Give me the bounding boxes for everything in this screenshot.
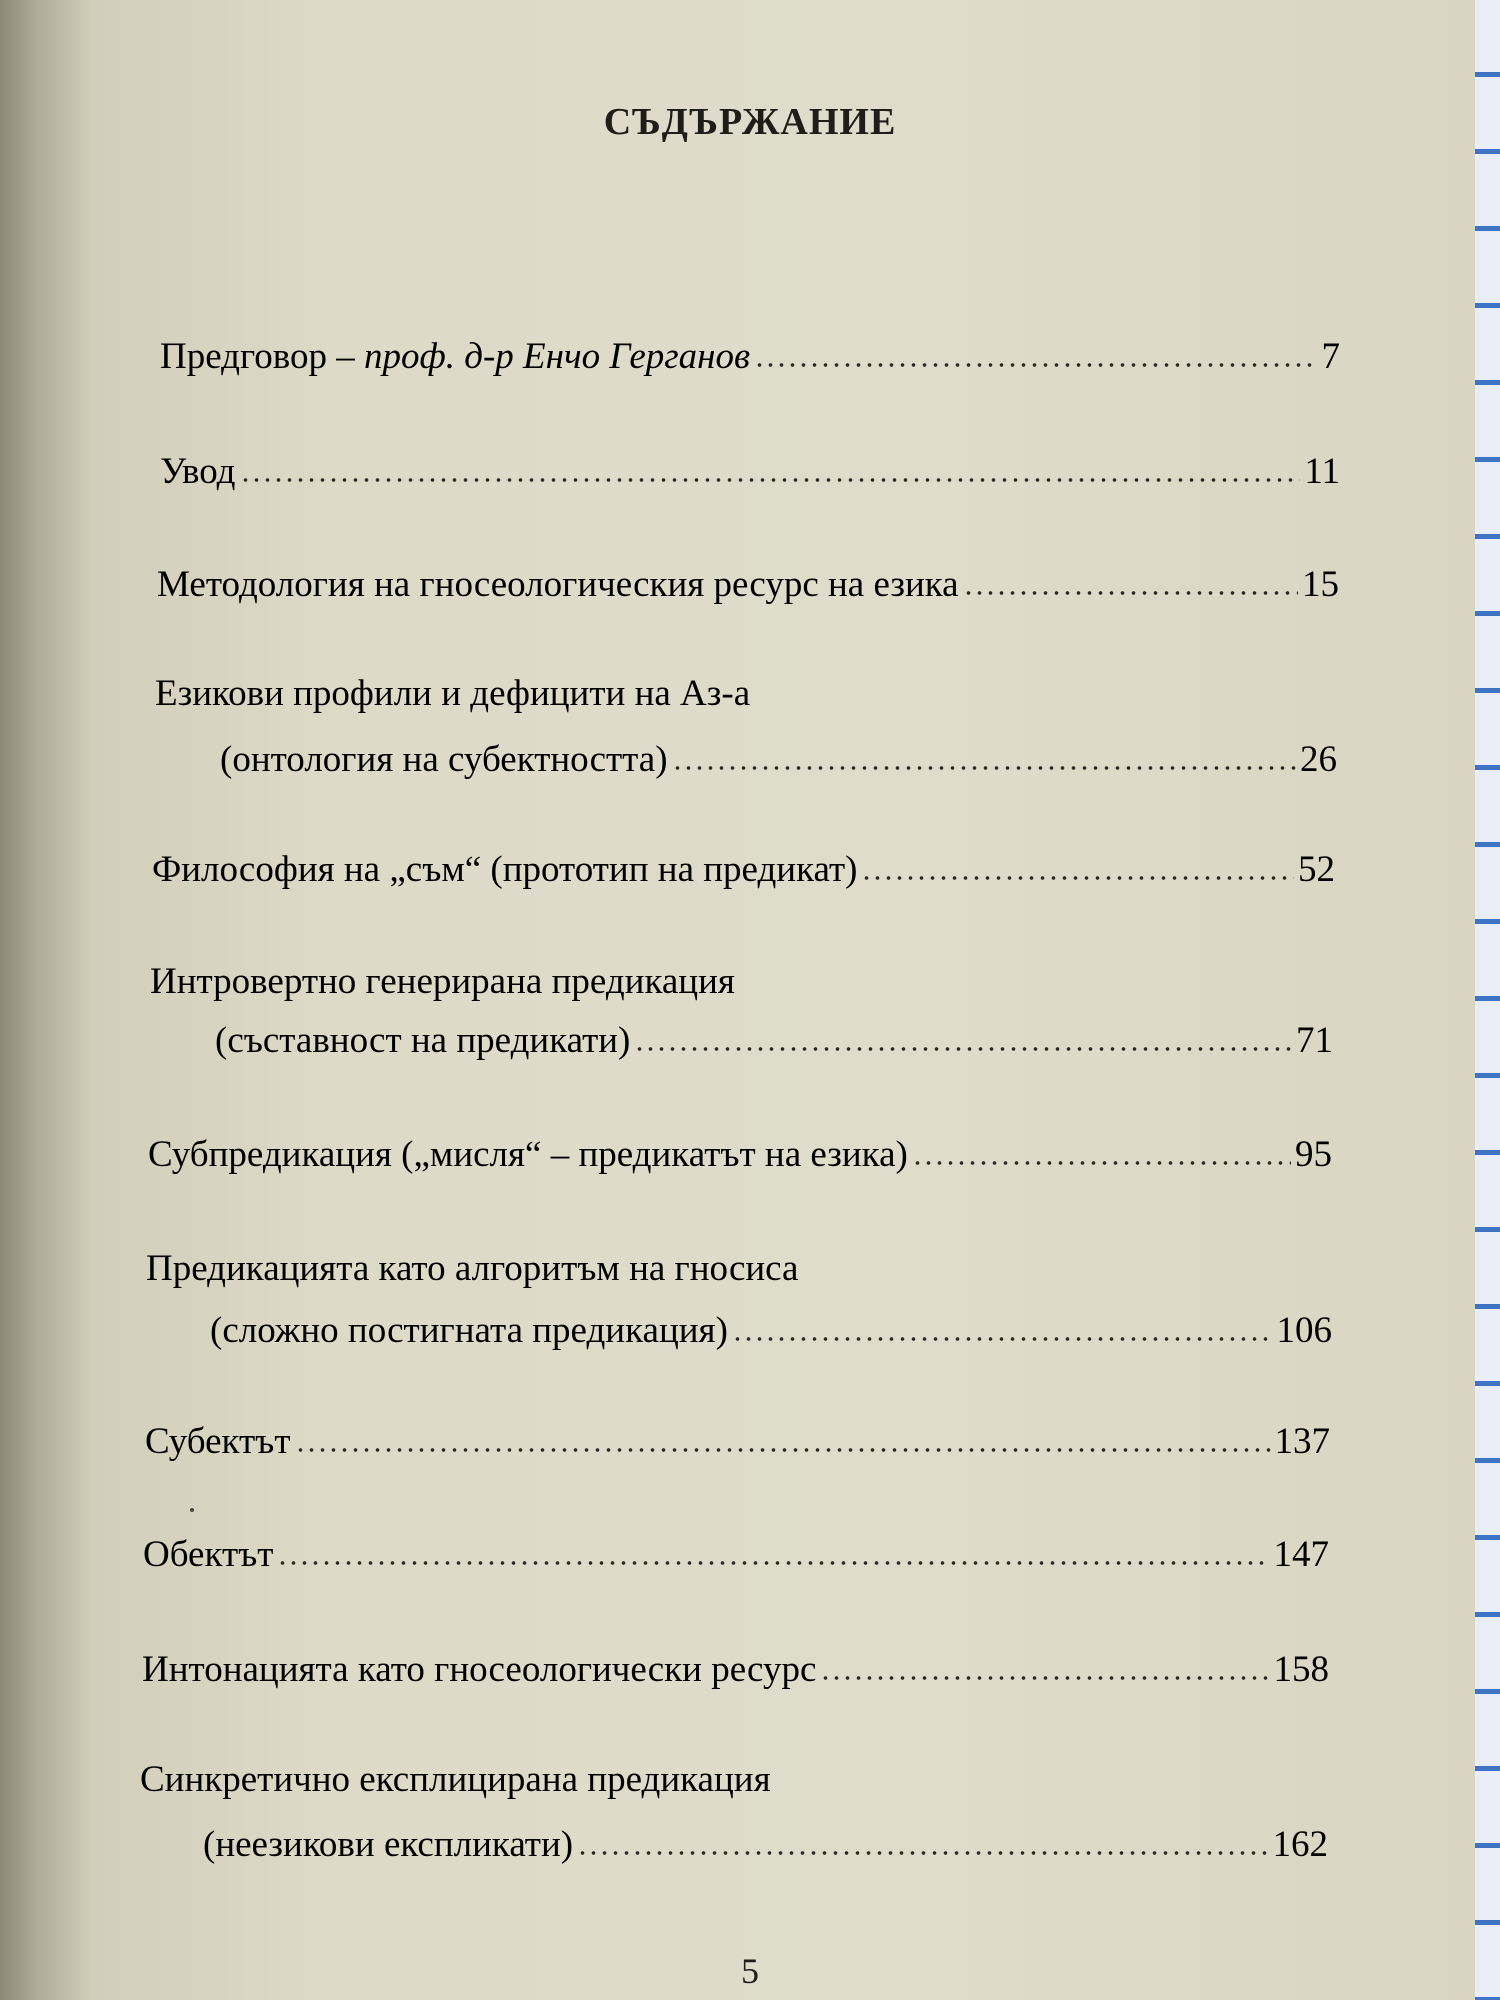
toc-page-number: 106 bbox=[1276, 1310, 1332, 1351]
toc-page-number: 137 bbox=[1274, 1421, 1330, 1462]
toc-entry-algorithm bbox=[146, 1247, 798, 1290]
toc-entry-subject bbox=[145, 1420, 1330, 1463]
toc-leader-dots bbox=[295, 1447, 1271, 1453]
page-title: СЪДЪРЖАНИЕ bbox=[603, 101, 897, 143]
toc-entry-label: Предикацията като алгоритъм на гносиса bbox=[146, 1248, 799, 1289]
toc-entry-subtitle: (онтология на субектността) bbox=[220, 739, 668, 780]
book-spine-shadow bbox=[0, 0, 95, 2000]
toc-leader-dots bbox=[732, 1336, 1273, 1342]
toc-entry-introduction bbox=[160, 450, 1340, 493]
toc-entry-label: Интровертно генерирана предикация bbox=[150, 961, 735, 1002]
toc-leader-dots bbox=[861, 875, 1294, 881]
toc-entry-foreword bbox=[160, 335, 1340, 378]
toc-leader-dots bbox=[277, 1560, 1269, 1566]
toc-page-number: 158 bbox=[1273, 1649, 1329, 1690]
toc-entry-author: проф. д-р Енчо Герганов bbox=[363, 336, 751, 377]
toc-entry-label: Предговор – проф. д-р Енчо Герганов bbox=[160, 336, 751, 377]
toc-entry-subtitle: (съставност на предикати) bbox=[215, 1020, 631, 1061]
toc-entry-methodology bbox=[157, 563, 1339, 606]
paper-speck bbox=[190, 1508, 194, 1512]
toc-entry-label: Обектът bbox=[143, 1534, 274, 1575]
toc-entry-label: Методология на гносеологическия ресурс на езика bbox=[157, 564, 959, 605]
toc-page-number: 162 bbox=[1272, 1824, 1328, 1865]
toc-page-number: 11 bbox=[1304, 451, 1340, 492]
toc-page-number: 7 bbox=[1321, 336, 1340, 377]
toc-entry-syncretic bbox=[140, 1758, 771, 1801]
toc-entry-label: Увод bbox=[160, 451, 236, 492]
toc-entry-label: Езикови профили и дефицити на Аз-а bbox=[155, 673, 751, 714]
page-number: 5 bbox=[741, 1951, 759, 1991]
toc-entry-subtitle: (неезикови експликати) bbox=[203, 1824, 574, 1865]
toc-leader-dots bbox=[634, 1046, 1292, 1052]
toc-entry-algorithm-sub bbox=[210, 1309, 1332, 1352]
toc-entry-label: Субектът bbox=[145, 1421, 291, 1462]
toc-entry-subtitle: (сложно постигната предикация) bbox=[210, 1310, 728, 1351]
toc-leader-dots bbox=[672, 765, 1296, 771]
toc-page-number: 71 bbox=[1296, 1020, 1333, 1061]
toc-page-number: 147 bbox=[1273, 1534, 1329, 1575]
toc-entry-philosophy bbox=[152, 848, 1335, 891]
toc-page-number: 52 bbox=[1298, 849, 1335, 890]
toc-entry-intonation bbox=[142, 1648, 1329, 1691]
toc-entry-object bbox=[143, 1533, 1329, 1576]
toc-entry-label: Субпредикация („мисля“ – предикатът на езика) bbox=[148, 1134, 908, 1175]
toc-leader-dots bbox=[577, 1850, 1268, 1856]
toc-entry-subpredication bbox=[148, 1133, 1332, 1176]
toc-page-number: 95 bbox=[1295, 1134, 1332, 1175]
toc-leader-dots bbox=[820, 1675, 1269, 1681]
toc-leader-dots bbox=[963, 590, 1298, 596]
toc-page-number: 26 bbox=[1300, 739, 1337, 780]
toc-entry-introvert bbox=[150, 960, 735, 1003]
toc-leader-dots bbox=[912, 1160, 1291, 1166]
toc-entry-label: Философия на „съм“ (прототип на предикат) bbox=[152, 849, 858, 890]
toc-entry-syncretic-sub bbox=[203, 1823, 1328, 1866]
toc-page-number: 15 bbox=[1302, 564, 1339, 605]
toc-entry-language-profiles-sub bbox=[220, 738, 1337, 781]
toc-entry-introvert-sub bbox=[215, 1019, 1333, 1062]
toc-entry-language-profiles bbox=[155, 672, 750, 715]
toc-entry-label: Синкретично експлицирана предикация bbox=[140, 1759, 771, 1800]
notepad-edge bbox=[1475, 0, 1500, 2000]
toc-leader-dots bbox=[240, 477, 1301, 483]
toc-leader-dots bbox=[754, 362, 1317, 368]
toc-entry-label: Интонацията като гносеологически ресурс bbox=[142, 1649, 817, 1690]
